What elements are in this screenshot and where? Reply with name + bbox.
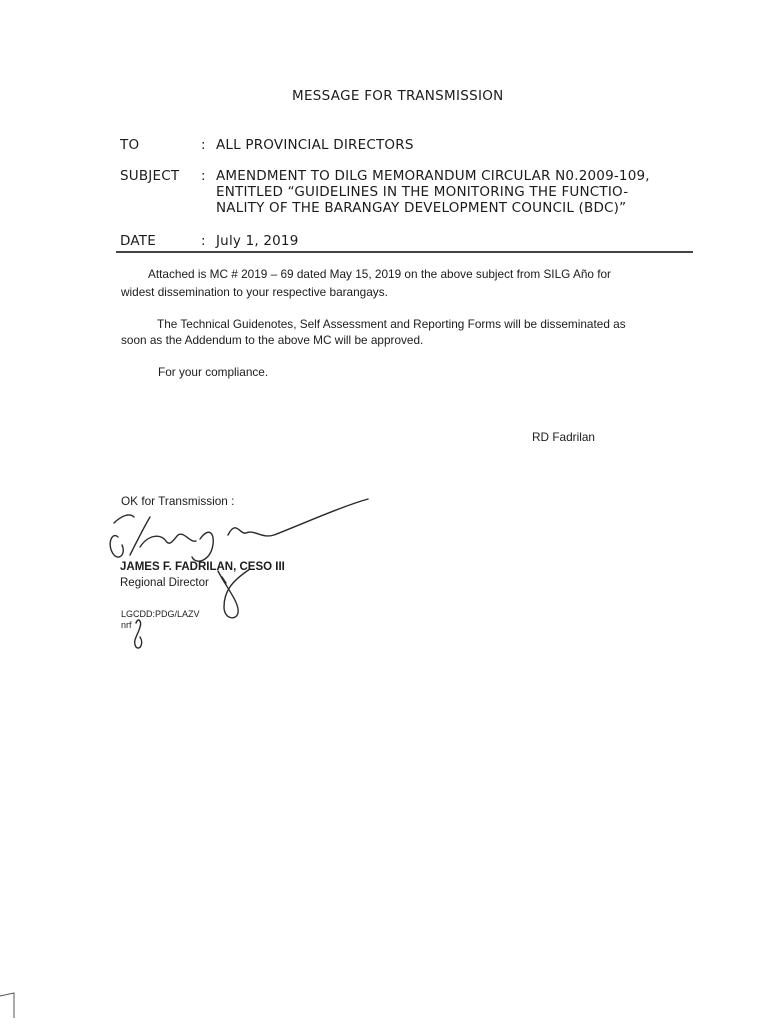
subject-line-3: NALITY OF THE BARANGAY DEVELOPMENT COUNCIL (BDC)” <box>216 200 627 216</box>
paragraph-2-line-1: The Technical Guidenotes, Self Assessment and Reporting Forms will be disseminated as <box>157 317 626 331</box>
ok-for-transmission-label: OK for Transmission : <box>121 494 235 508</box>
paragraph-1-line-2: widest dissemination to your respective barangays. <box>121 285 388 299</box>
reference-code: LGCDD:PDG/LAZV <box>121 609 200 619</box>
signatory-name: JAMES F. FADRILAN, CESO III <box>120 561 285 573</box>
initials-mark: nrf <box>121 620 132 630</box>
subject-label: SUBJECT <box>120 168 180 184</box>
to-label: TO <box>120 137 140 153</box>
paragraph-2-line-2: soon as the Addendum to the above MC will be approved. <box>121 333 424 347</box>
to-colon: : <box>201 137 206 153</box>
corner-mark <box>0 990 30 1020</box>
header-divider <box>116 251 693 253</box>
date-label: DATE <box>120 233 156 249</box>
date-colon: : <box>201 233 206 249</box>
paragraph-1-line-1: Attached is MC # 2019 – 69 dated May 15, 2019 on the above subject from SILG Año for <box>148 267 611 281</box>
paragraph-3: For your compliance. <box>158 365 269 379</box>
handwritten-signature <box>100 495 380 655</box>
sender-name: RD Fadrilan <box>532 430 595 444</box>
date-value: July 1, 2019 <box>216 233 299 249</box>
page-title: MESSAGE FOR TRANSMISSION <box>292 88 504 104</box>
to-value: ALL PROVINCIAL DIRECTORS <box>216 137 414 153</box>
subject-colon: : <box>201 168 206 184</box>
subject-line-2: ENTITLED “GUIDELINES IN THE MONITORING THE FUNCTIO- <box>216 184 629 200</box>
subject-line-1: AMENDMENT TO DILG MEMORANDUM CIRCULAR N0.2009-109, <box>216 168 650 184</box>
signatory-title: Regional Director <box>120 577 209 589</box>
